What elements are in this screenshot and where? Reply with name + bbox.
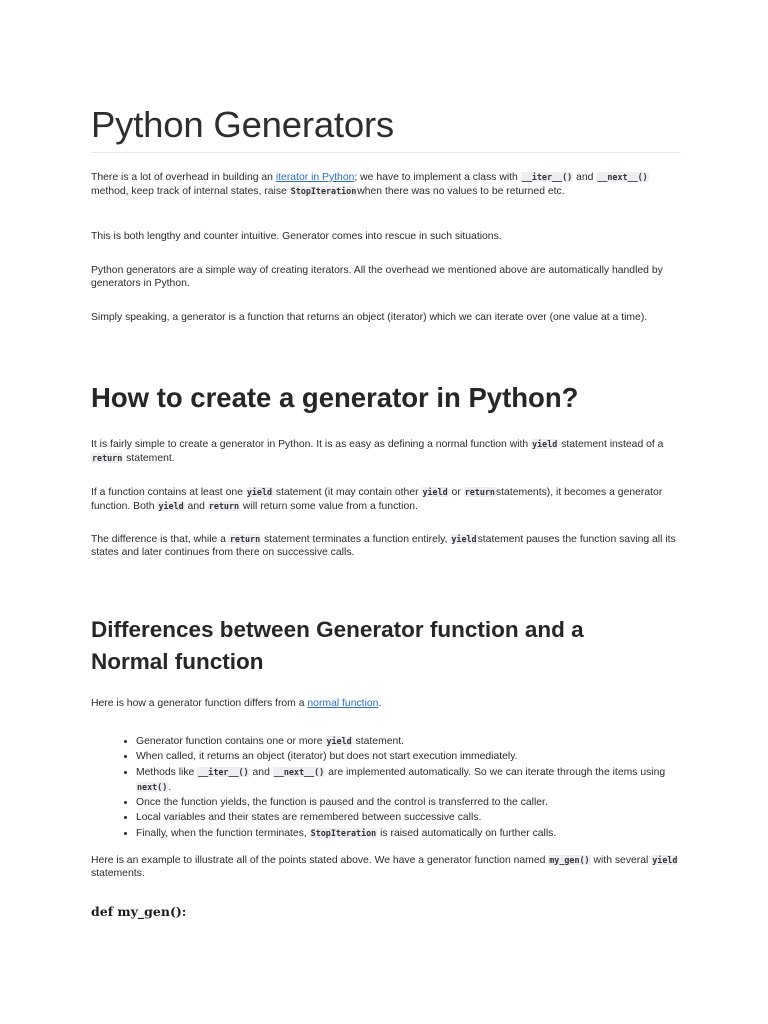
text: . xyxy=(168,781,172,793)
text: . xyxy=(378,698,382,709)
code-snippet-line: def my_gen(): xyxy=(91,904,187,919)
text: and xyxy=(249,766,273,778)
page-title: Python Generators xyxy=(91,104,394,145)
text: The difference is that, while a xyxy=(91,534,229,545)
text: Here is an example to illustrate all of the points stated above. We have a generator function named xyxy=(91,855,549,866)
differences-list xyxy=(91,734,681,841)
text: Methods like xyxy=(136,766,198,778)
text: will return some value from a function. xyxy=(240,500,418,512)
code-yield: yield xyxy=(532,439,558,449)
code-return: return xyxy=(92,452,123,463)
code-stopiteration: StopIteration xyxy=(310,827,377,838)
code-next-call: next() xyxy=(137,781,168,792)
intro-paragraph-3: Python generators are a simple way of creating iterators. All the overhead we mentioned above are automatically handled by generators in Python. xyxy=(91,265,663,289)
code-stopiteration: StopIteration xyxy=(290,185,357,196)
section-heading-differences xyxy=(91,614,681,677)
text: and xyxy=(184,500,208,512)
heading-line-1: Differences between Generator function and a xyxy=(91,617,584,642)
code-yield: yield xyxy=(652,855,678,865)
create-paragraph-2 xyxy=(91,486,681,513)
heading-line-2: Normal function xyxy=(91,648,264,674)
code-next: __next__() xyxy=(273,766,325,777)
normal-function-link[interactable]: normal function xyxy=(307,698,379,709)
text: statements), it becomes a generator function. Both xyxy=(91,487,663,512)
differences-intro xyxy=(91,698,681,711)
text: ; we have to implement a class with xyxy=(354,172,521,183)
create-paragraph-1 xyxy=(91,438,681,465)
text: Generator function contains one or more xyxy=(136,736,326,747)
code-next: __next__() xyxy=(597,172,648,182)
text: statement instead of a xyxy=(558,439,664,450)
text: It is fairly simple to create a generator in Python. It is as easy as defining a normal function with xyxy=(91,439,532,450)
example-paragraph xyxy=(91,854,681,880)
text: Finally, when the function terminates, xyxy=(136,827,310,839)
text: If a function contains at least one xyxy=(91,487,246,498)
intro-paragraph-4: Simply speaking, a generator is a function that returns an object (iterator) which we can iterate over (one value at a time). xyxy=(91,312,648,323)
code-return: return xyxy=(229,534,261,544)
text: statement. xyxy=(352,736,405,747)
text: or xyxy=(448,487,464,498)
code-iter: __iter__() xyxy=(521,172,573,182)
text: with several xyxy=(590,855,652,866)
code-my-gen: my_gen() xyxy=(549,855,590,865)
create-paragraph-3 xyxy=(91,533,681,559)
code-yield: yield xyxy=(451,534,477,544)
text: There is a lot of overhead in building an xyxy=(91,172,276,183)
list-item: • Once the function yields, the function is paused and the control is transferred to the caller. xyxy=(136,795,681,810)
text: statement (it may contain other xyxy=(273,487,422,498)
text: and xyxy=(573,172,597,183)
text: when there was no values to be returned etc. xyxy=(357,185,565,197)
code-yield: yield xyxy=(158,500,184,511)
code-yield: yield xyxy=(246,487,273,497)
code-iter: __iter__() xyxy=(198,766,249,777)
list-item xyxy=(136,734,681,749)
text: statements. xyxy=(91,867,145,879)
text: is raised automatically on further calls. xyxy=(377,827,557,839)
code-yield: yield xyxy=(326,736,352,746)
text: method, keep track of internal states, raise xyxy=(91,185,290,197)
intro-paragraph-2: This is both lengthy and counter intuitive. Generator comes into rescue in such situations. xyxy=(91,231,502,242)
text: statement terminates a function entirely, xyxy=(261,534,451,545)
text: Here is how a generator function differs from a xyxy=(91,698,308,709)
text: statement. xyxy=(123,452,175,464)
text: statement pauses the function saving all its states and later continues from there on successive calls. xyxy=(91,534,676,558)
text: are implemented automatically. So we can iterate through the items using xyxy=(325,766,666,778)
list-item: • Local variables and their states are remembered between successive calls. xyxy=(136,810,681,825)
iterator-link[interactable]: iterator in Python xyxy=(275,172,355,183)
list-item xyxy=(136,765,681,796)
list-item xyxy=(136,826,681,841)
list-item: • When called, it returns an object (iterator) but does not start execution immediately. xyxy=(136,749,681,764)
code-yield: yield xyxy=(422,487,448,497)
code-return: return xyxy=(208,500,240,511)
code-return: return xyxy=(464,487,495,497)
title-divider xyxy=(91,152,681,153)
section-heading-create: How to create a generator in Python? xyxy=(91,382,579,413)
intro-paragraph-1 xyxy=(91,171,681,198)
